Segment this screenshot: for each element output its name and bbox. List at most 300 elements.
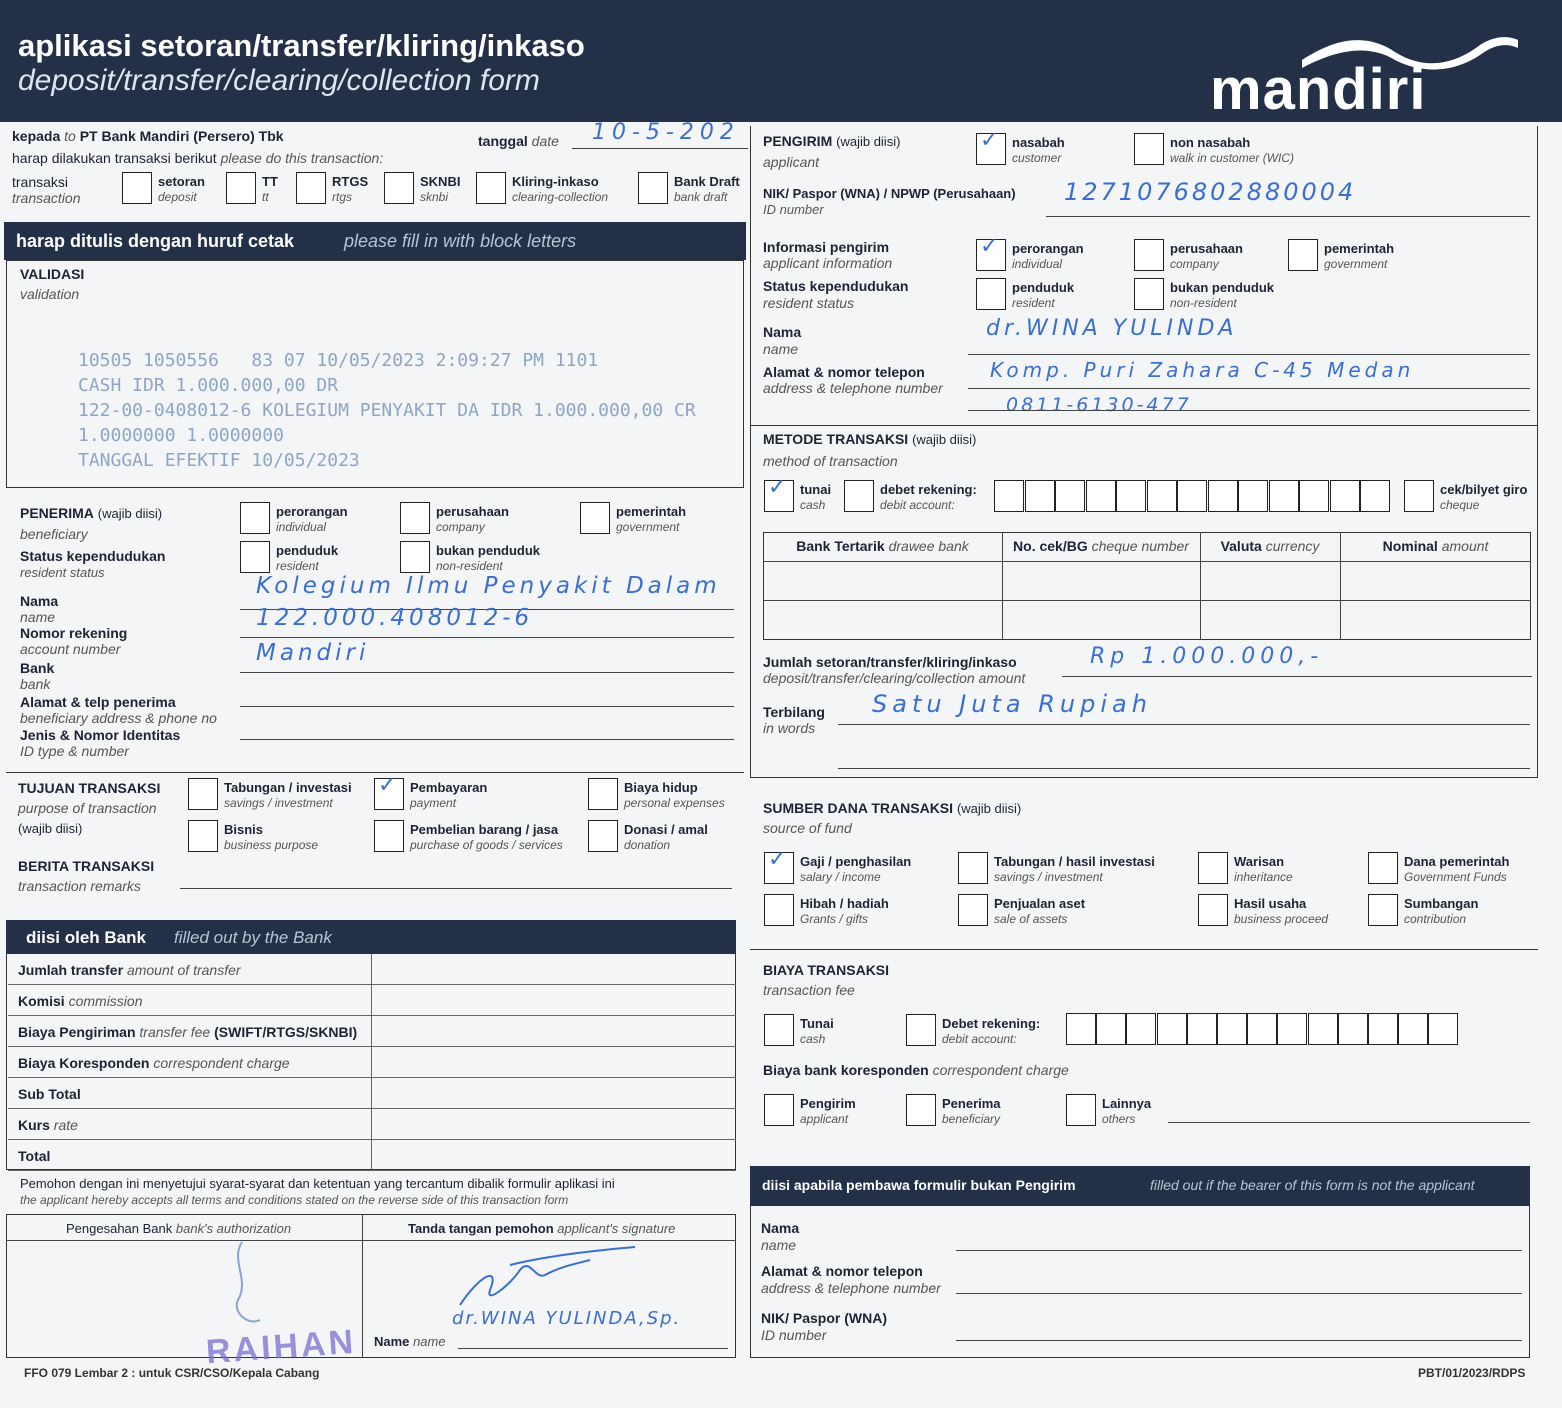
- bank-row-label-id: Total: [18, 1148, 51, 1164]
- source-heading: [763, 800, 1021, 816]
- cheque-col-en: amount: [1441, 538, 1489, 554]
- date-line: [478, 133, 559, 149]
- applicant-info-label: Informasi pengirim: [763, 239, 890, 255]
- beneficiary-field-line: [240, 706, 734, 707]
- signature-divider: [362, 1214, 363, 1358]
- correspondent-option-0-label: Pengirim: [800, 1096, 856, 1111]
- fee-account-cell[interactable]: [1066, 1013, 1096, 1045]
- method-cash-en: cash: [800, 498, 826, 512]
- beneficiary-type-0-en: individual: [276, 520, 327, 534]
- applicant-status-label: Status kependudukan: [763, 278, 909, 294]
- method-debit-label: debet rekening:: [880, 482, 977, 497]
- source-option-1-label: Tabungan / hasil investasi: [994, 854, 1155, 869]
- debit-account-cell[interactable]: [1055, 480, 1085, 512]
- amount-value[interactable]: Rp 1.000.000,-: [1090, 644, 1324, 669]
- source-option-7-label: Sumbangan: [1404, 896, 1479, 911]
- source-option-5-label: Penjualan aset: [994, 896, 1086, 911]
- purpose-option-5-en: donation: [624, 838, 671, 852]
- applicant-type-2-en: government: [1324, 257, 1388, 271]
- applicant-req: (wajib diisi): [836, 134, 901, 149]
- beneficiary-status-0-checkbox[interactable]: [240, 541, 270, 573]
- applicant-type-1-label: perusahaan: [1170, 241, 1243, 256]
- correspondent-option-2-en: others: [1102, 1112, 1136, 1126]
- fee-account-cell[interactable]: [1126, 1013, 1156, 1045]
- applicant-status-0-label: penduduk: [1012, 280, 1075, 295]
- bank-row: [8, 1047, 736, 1078]
- source-option-4-en: Grants / gifts: [800, 912, 869, 926]
- nik-en: ID number: [763, 202, 824, 217]
- applicant-sig-text: Tanda tangan pemohon: [408, 1221, 554, 1236]
- applicant-name-line-r: [968, 354, 1530, 355]
- kepada-line: [12, 128, 284, 144]
- transaksi-label: transaksi: [12, 174, 69, 190]
- cheque-col-label: Bank Tertarik: [796, 538, 885, 554]
- beneficiary-status-label: Status kependudukan: [20, 548, 166, 564]
- bank-signature-scribble: [220, 1240, 280, 1330]
- bank-row-label-id: Jumlah transfer: [18, 962, 124, 978]
- remarks-line[interactable]: [180, 888, 732, 889]
- bearer-field-line[interactable]: [956, 1250, 1522, 1251]
- validation-line: 1.0000000 1.0000000: [78, 425, 284, 446]
- cheque-col-header: [1340, 538, 1531, 554]
- purpose-option-4-label: Pembelian barang / jasa: [410, 822, 559, 837]
- debit-account-cell[interactable]: [1025, 480, 1055, 512]
- fee-debit-en: debit account:: [942, 1032, 1017, 1046]
- date-underline: [572, 148, 748, 149]
- source-option-3-checkbox[interactable]: [1368, 852, 1398, 884]
- beneficiary-status-0-label: penduduk: [276, 543, 339, 558]
- applicant-heading: [763, 133, 900, 149]
- beneficiary-status-1-en: non-resident: [436, 559, 503, 573]
- trans-type-tt-label: TT: [262, 174, 278, 189]
- purpose-option-3-checkbox[interactable]: [188, 820, 218, 852]
- beneficiary-type-2-label: pemerintah: [616, 504, 687, 519]
- check-mark-icon: ✓: [768, 847, 787, 872]
- source-option-6-en: business proceed: [1234, 912, 1329, 926]
- cheque-row-divider: [763, 561, 1531, 562]
- beneficiary-type-1-checkbox[interactable]: [400, 502, 430, 534]
- fee-en: transaction fee: [763, 982, 855, 998]
- purpose-option-5-checkbox[interactable]: [588, 820, 618, 852]
- block-letters-bar: [4, 222, 746, 260]
- purpose-req: (wajib diisi): [18, 821, 83, 836]
- beneficiary-type-1-en: company: [436, 520, 485, 534]
- words-line-1: [838, 724, 1530, 725]
- bank-row-label-id: Biaya Pengiriman: [18, 1024, 136, 1040]
- applicant-name-label: [374, 1334, 446, 1349]
- non-nasabah-checkbox[interactable]: [1134, 133, 1164, 165]
- fee-account-cell[interactable]: [1096, 1013, 1126, 1045]
- instruction-en: please do this transaction:: [220, 150, 384, 166]
- words-en: in words: [763, 720, 816, 736]
- kepada-en: to: [64, 128, 76, 144]
- date-label: tanggal: [478, 133, 528, 149]
- purpose-option-2-checkbox[interactable]: [588, 778, 618, 810]
- debit-account-cell[interactable]: [1269, 480, 1299, 512]
- bank-auth-en: bank's authorization: [175, 1221, 292, 1236]
- block-letters-label: harap ditulis dengan huruf cetak: [16, 231, 295, 251]
- purpose-option-4-checkbox[interactable]: [374, 820, 404, 852]
- bearer-field-line[interactable]: [956, 1293, 1522, 1294]
- debit-account-cell[interactable]: [1360, 480, 1390, 512]
- bank-section-bar: [6, 920, 736, 954]
- remarks-label: BERITA TRANSAKSI: [18, 858, 155, 874]
- cheque-col-divider: [1200, 532, 1201, 640]
- source-option-0-label: Gaji / penghasilan: [800, 854, 912, 869]
- source-option-0-en: salary / income: [800, 870, 881, 884]
- bank-row: [8, 1016, 736, 1047]
- mandiri-logo: mandiri: [1210, 57, 1427, 122]
- trans-type-draft-label: Bank Draft: [674, 174, 740, 189]
- trans-type-setoran-en: deposit: [158, 190, 197, 204]
- source-option-6-label: Hasil usaha: [1234, 896, 1307, 911]
- beneficiary-field-label: Nomor rekening: [20, 625, 128, 641]
- source-option-2-label: Warisan: [1234, 854, 1285, 869]
- applicant-sig-en: applicant's signature: [557, 1221, 676, 1236]
- nasabah-label: nasabah: [1012, 135, 1065, 150]
- name-label-text: Name: [374, 1334, 410, 1349]
- bank-row-label-en: amount of transfer: [126, 962, 241, 978]
- source-en: source of fund: [763, 820, 852, 836]
- beneficiary-field-label: Nama: [20, 593, 59, 609]
- applicant-status-0-checkbox[interactable]: [976, 278, 1006, 310]
- source-option-2-en: inheritance: [1234, 870, 1293, 884]
- trans-type-tt-checkbox[interactable]: [226, 172, 256, 204]
- bank-row: [8, 1140, 736, 1171]
- validation-line: 10505 1050556 83 07 10/05/2023 2:09:27 PM 1101: [78, 350, 599, 371]
- purpose-option-0-en: savings / investment: [224, 796, 333, 810]
- purpose-option-0-checkbox[interactable]: [188, 778, 218, 810]
- applicant-status-en: resident status: [763, 295, 855, 311]
- bearer-field-en: address & telephone number: [761, 1280, 941, 1296]
- correspondent-option-0-checkbox[interactable]: [764, 1094, 794, 1126]
- bank-auth-label: [66, 1221, 291, 1236]
- non-nasabah-label: non nasabah: [1170, 135, 1251, 150]
- purpose-option-2-label: Biaya hidup: [624, 780, 698, 795]
- applicant-type-1-en: company: [1170, 257, 1219, 271]
- source-option-3-label: Dana pemerintah: [1404, 854, 1510, 869]
- cheque-col-header: [1200, 538, 1340, 554]
- beneficiary-status-1-checkbox[interactable]: [400, 541, 430, 573]
- bank-row-label: [18, 1024, 357, 1040]
- source-option-4-label: Hibah / hadiah: [800, 896, 889, 911]
- purpose-option-1-en: payment: [410, 796, 457, 810]
- beneficiary-heading: [20, 505, 162, 521]
- method-label: METODE TRANSAKSI: [763, 431, 909, 447]
- cheque-col-en: currency: [1265, 538, 1320, 554]
- bearer-field-label: Nama: [761, 1220, 800, 1236]
- check-mark-icon: ✓: [768, 475, 787, 500]
- source-option-4-checkbox[interactable]: [764, 894, 794, 926]
- fee-account-cell[interactable]: [1398, 1013, 1428, 1045]
- cheque-col-en: cheque number: [1091, 538, 1189, 554]
- amount-line: [1062, 676, 1532, 677]
- fee-account-cell[interactable]: [1157, 1013, 1187, 1045]
- fee-debit-label: Debet rekening:: [942, 1016, 1041, 1031]
- bank-row-label-en: commission: [68, 993, 143, 1009]
- nik-label: NIK/ Paspor (WNA) / NPWP (Perusahaan): [763, 186, 1016, 201]
- debit-account-cell[interactable]: [1116, 480, 1146, 512]
- correspondent-option-0-en: applicant: [800, 1112, 849, 1126]
- signature-header-line: [6, 1240, 736, 1241]
- trans-type-rtgs-checkbox[interactable]: [296, 172, 326, 204]
- trans-type-sknbi-en: sknbi: [420, 190, 449, 204]
- beneficiary-type-0-checkbox[interactable]: [240, 502, 270, 534]
- beneficiary-field-en: ID type & number: [20, 743, 129, 759]
- validation-line: 122-00-0408012-6 KOLEGIUM PENYAKIT DA IDR 1.000.000,00 CR: [78, 400, 696, 421]
- fee-label: BIAYA TRANSAKSI: [763, 962, 890, 978]
- debit-account-cell[interactable]: [1299, 480, 1329, 512]
- fee-account-cell[interactable]: [1277, 1013, 1307, 1045]
- beneficiary-status-en: resident status: [20, 565, 105, 580]
- bank-row-label: [18, 1148, 50, 1164]
- cheque-col-label: No. cek/BG: [1013, 538, 1088, 554]
- beneficiary-field-value[interactable]: Mandiri: [256, 640, 370, 666]
- applicant-addr-field[interactable]: Komp. Puri Zahara C-45 Medan: [990, 358, 1415, 382]
- method-debit-checkbox[interactable]: [844, 480, 874, 512]
- beneficiary-field-value[interactable]: Kolegium Ilmu Penyakit Dalam: [256, 573, 721, 599]
- nasabah-checkbox[interactable]: [976, 128, 1006, 165]
- bearer-field-label: NIK/ Paspor (WNA): [761, 1310, 887, 1326]
- validation-line: TANGGAL EFEKTIF 10/05/2023: [78, 450, 360, 471]
- purpose-option-3-en: business purpose: [224, 838, 319, 852]
- form-subtitle: deposit/transfer/clearing/collection form: [18, 64, 540, 97]
- trans-type-draft-en: bank draft: [674, 190, 728, 204]
- cheque-col-header: [1002, 538, 1200, 554]
- fee-account-cell[interactable]: [1247, 1013, 1277, 1045]
- applicant-name-value[interactable]: dr.WINA YULINDA,Sp.: [452, 1308, 682, 1329]
- bearer-field-en: name: [761, 1237, 797, 1253]
- amount-label: Jumlah setoran/transfer/kliring/inkaso: [763, 654, 1017, 670]
- nik-line: [1046, 216, 1530, 217]
- method-cheque-en: cheque: [1440, 498, 1480, 512]
- check-mark-icon: ✓: [378, 773, 397, 798]
- purpose-option-0-label: Tabungan / investasi: [224, 780, 352, 795]
- trans-type-rtgs-label: RTGS: [332, 174, 369, 189]
- beneficiary-field-line: [240, 672, 734, 673]
- fee-cash-label: Tunai: [800, 1016, 834, 1031]
- fee-account-cell[interactable]: [1187, 1013, 1217, 1045]
- debit-account-cell[interactable]: [1208, 480, 1238, 512]
- bank-row-label-id: Biaya Koresponden: [18, 1055, 150, 1071]
- fee-debit-checkbox[interactable]: [906, 1014, 936, 1046]
- purpose-option-5-label: Donasi / amal: [624, 822, 708, 837]
- debit-account-cell[interactable]: [1177, 480, 1207, 512]
- bearer-bar: [750, 1166, 1530, 1206]
- method-debit-en: debit account:: [880, 498, 955, 512]
- validation-line: CASH IDR 1.000.000,00 DR: [78, 375, 339, 396]
- method-heading: [763, 431, 976, 447]
- applicant-type-1-checkbox[interactable]: [1134, 239, 1164, 271]
- validation-print: [78, 348, 696, 473]
- bank-row: [8, 954, 736, 985]
- date-en: date: [531, 133, 559, 149]
- correspondent-option-2-label: Lainnya: [1102, 1096, 1152, 1111]
- cheque-col-en: drawee bank: [888, 538, 969, 554]
- source-label: SUMBER DANA TRANSAKSI: [763, 800, 954, 816]
- applicant-phone-field[interactable]: 0811-6130-477: [1006, 394, 1192, 416]
- transaksi-en: transaction: [12, 190, 81, 206]
- cheque-col-divider: [1002, 532, 1003, 640]
- applicant-status-0-en: resident: [1012, 296, 1055, 310]
- bearer-field-line[interactable]: [956, 1340, 1522, 1341]
- trans-type-kliring-label: Kliring-inkaso: [512, 174, 599, 189]
- remarks-en: transaction remarks: [18, 878, 141, 894]
- others-line[interactable]: [1168, 1122, 1530, 1123]
- bank-row-label-en: transfer fee: [139, 1024, 211, 1040]
- cheque-col-header: [763, 538, 1002, 554]
- applicant-addr-label: Alamat & nomor telepon: [763, 364, 925, 380]
- debit-account-cell[interactable]: [1330, 480, 1360, 512]
- applicant-status-1-checkbox[interactable]: [1134, 278, 1164, 310]
- correspondent-label: Biaya bank koresponden: [763, 1062, 929, 1078]
- fee-account-cell[interactable]: [1338, 1013, 1368, 1045]
- words-line-2: [838, 768, 1530, 769]
- applicant-name-line: [458, 1348, 728, 1349]
- validation-label: VALIDASI: [20, 266, 85, 282]
- beneficiary-req: (wajib diisi): [97, 506, 163, 521]
- source-option-5-en: sale of assets: [994, 912, 1068, 926]
- beneficiary-field-value[interactable]: 122.000.408012-6: [256, 605, 534, 631]
- applicant-name-label-r: Nama: [763, 324, 802, 340]
- fee-account-cell[interactable]: [1428, 1013, 1458, 1045]
- trans-type-sknbi-label: SKNBI: [420, 174, 461, 189]
- bank-section-label: diisi oleh Bank: [26, 928, 146, 947]
- validation-en: validation: [20, 286, 80, 302]
- non-nasabah-en: walk in customer (WIC): [1170, 151, 1295, 165]
- teller-stamp: RAIHAN: [204, 1322, 358, 1372]
- beneficiary-type-2-checkbox[interactable]: [580, 502, 610, 534]
- beneficiary-field-en: account number: [20, 641, 121, 657]
- applicant-type-0-label: perorangan: [1012, 241, 1084, 256]
- beneficiary-field-en: bank: [20, 676, 51, 692]
- purpose-option-2-en: personal expenses: [624, 796, 725, 810]
- purpose-en: purpose of transaction: [18, 800, 157, 816]
- bank-section-en: filled out by the Bank: [174, 928, 332, 947]
- name-label-en: name: [413, 1334, 446, 1349]
- beneficiary-type-1-label: perusahaan: [436, 504, 509, 519]
- method-en: method of transaction: [763, 453, 898, 469]
- bank-row-label: [18, 993, 142, 1009]
- applicant-type-0-en: individual: [1012, 257, 1063, 271]
- amount-en: deposit/transfer/clearing/collection amount: [763, 670, 1026, 686]
- source-option-0-checkbox[interactable]: [764, 847, 794, 884]
- bank-row-label-extra: (SWIFT/RTGS/SKNBI): [214, 1024, 358, 1040]
- fee-account-cell[interactable]: [1368, 1013, 1398, 1045]
- words-label: Terbilang: [763, 704, 825, 720]
- applicant-type-2-label: pemerintah: [1324, 241, 1395, 256]
- bank-row-label: [18, 1086, 81, 1102]
- beneficiary-label: PENERIMA: [20, 505, 94, 521]
- applicant-type-2-checkbox[interactable]: [1288, 239, 1318, 271]
- date-value[interactable]: 10-5-202: [592, 120, 740, 145]
- bearer-field-label: Alamat & nomor telepon: [761, 1263, 923, 1279]
- block-letters-en: please fill in with block letters: [344, 231, 577, 251]
- source-option-2-checkbox[interactable]: [1198, 852, 1228, 884]
- bank-row-label-id: Komisi: [18, 993, 65, 1009]
- footer-left: FFO 079 Lembar 2 : untuk CSR/CSO/Kepala Cabang: [24, 1366, 320, 1380]
- applicant-status-1-en: non-resident: [1170, 296, 1237, 310]
- trans-type-sknbi-checkbox[interactable]: [384, 172, 414, 204]
- debit-account-cell[interactable]: [1086, 480, 1116, 512]
- bank-row: [8, 985, 736, 1016]
- debit-account-cell[interactable]: [1147, 480, 1177, 512]
- source-option-1-checkbox[interactable]: [958, 852, 988, 884]
- beneficiary-field-line: [240, 637, 734, 638]
- bank-row-label-en: correspondent charge: [153, 1055, 290, 1071]
- method-cash-label: tunai: [800, 482, 832, 497]
- applicant-en: applicant: [763, 154, 820, 170]
- check-mark-icon: ✓: [980, 128, 999, 153]
- applicant-name-field[interactable]: dr.WINA YULINDA: [986, 316, 1238, 341]
- trans-type-kliring-en: clearing-collection: [512, 190, 609, 204]
- footer-right: PBT/01/2023/RDPS: [1418, 1366, 1526, 1380]
- words-value[interactable]: Satu Juta Rupiah: [872, 690, 1152, 718]
- terms-en: the applicant hereby accepts all terms and conditions stated on the reverse side of this transaction form: [20, 1193, 569, 1207]
- source-option-6-checkbox[interactable]: [1198, 894, 1228, 926]
- method-cheque-checkbox[interactable]: [1404, 480, 1434, 512]
- method-cheque-label: cek/bilyet giro: [1440, 482, 1528, 497]
- purpose-option-1-checkbox[interactable]: [374, 773, 404, 810]
- method-cash-checkbox[interactable]: [764, 475, 794, 512]
- purpose-label: TUJUAN TRANSAKSI: [18, 780, 161, 796]
- applicant-sig-label: [408, 1221, 675, 1236]
- beneficiary-field-label: Bank: [20, 660, 55, 676]
- applicant-type-0-checkbox[interactable]: [976, 234, 1006, 271]
- cheque-col-label: Nominal: [1382, 538, 1438, 554]
- correspondent-option-1-en: beneficiary: [942, 1112, 1001, 1126]
- fee-account-cell[interactable]: [1217, 1013, 1247, 1045]
- nik-value[interactable]: 1271076802880004: [1064, 178, 1357, 206]
- trans-type-draft-checkbox[interactable]: [638, 172, 668, 204]
- check-mark-icon: ✓: [980, 234, 999, 259]
- bank-row-label: [18, 1117, 78, 1133]
- source-option-5-checkbox[interactable]: [958, 894, 988, 926]
- trans-type-kliring-checkbox[interactable]: [476, 172, 506, 204]
- source-option-7-checkbox[interactable]: [1368, 894, 1398, 926]
- correspondent-option-1-checkbox[interactable]: [906, 1094, 936, 1126]
- beneficiary-field-label: Alamat & telp penerima: [20, 694, 176, 710]
- applicant-signature: [450, 1245, 640, 1315]
- correspondent-option-2-checkbox[interactable]: [1066, 1094, 1096, 1126]
- beneficiary-field-en: name: [20, 609, 56, 625]
- fee-cash-en: cash: [800, 1032, 826, 1046]
- cheque-col-divider: [1340, 532, 1341, 640]
- source-option-3-en: Government Funds: [1404, 870, 1507, 884]
- bank-row-label-en: rate: [53, 1117, 78, 1133]
- source-req: (wajib diisi): [956, 801, 1022, 816]
- beneficiary-status-1-label: bukan penduduk: [436, 543, 540, 558]
- terms-id: Pemohon dengan ini menyetujui syarat-syarat dan ketentuan yang tercantum dibalik formulir aplikasi ini: [20, 1176, 615, 1191]
- debit-account-cell[interactable]: [994, 480, 1024, 512]
- fee-cash-checkbox[interactable]: [764, 1014, 794, 1046]
- trans-type-setoran-checkbox[interactable]: [122, 172, 152, 204]
- correspondent-line: [763, 1062, 1069, 1078]
- bank-row-label: [18, 962, 241, 978]
- cheque-col-label: Valuta: [1220, 538, 1262, 554]
- applicant-name-en-r: name: [763, 341, 799, 357]
- debit-account-cell[interactable]: [1238, 480, 1268, 512]
- kepada-label: kepada: [12, 128, 61, 144]
- beneficiary-status-0-en: resident: [276, 559, 319, 573]
- beneficiary-en: beneficiary: [20, 526, 88, 542]
- form-title: aplikasi setoran/transfer/kliring/inkaso: [18, 28, 585, 63]
- bank-auth-text: Pengesahan Bank: [66, 1221, 173, 1236]
- fee-account-cell[interactable]: [1308, 1013, 1338, 1045]
- method-req: (wajib diisi): [912, 432, 977, 447]
- instruction-line: [12, 150, 383, 166]
- bank-row-label: [18, 1055, 290, 1071]
